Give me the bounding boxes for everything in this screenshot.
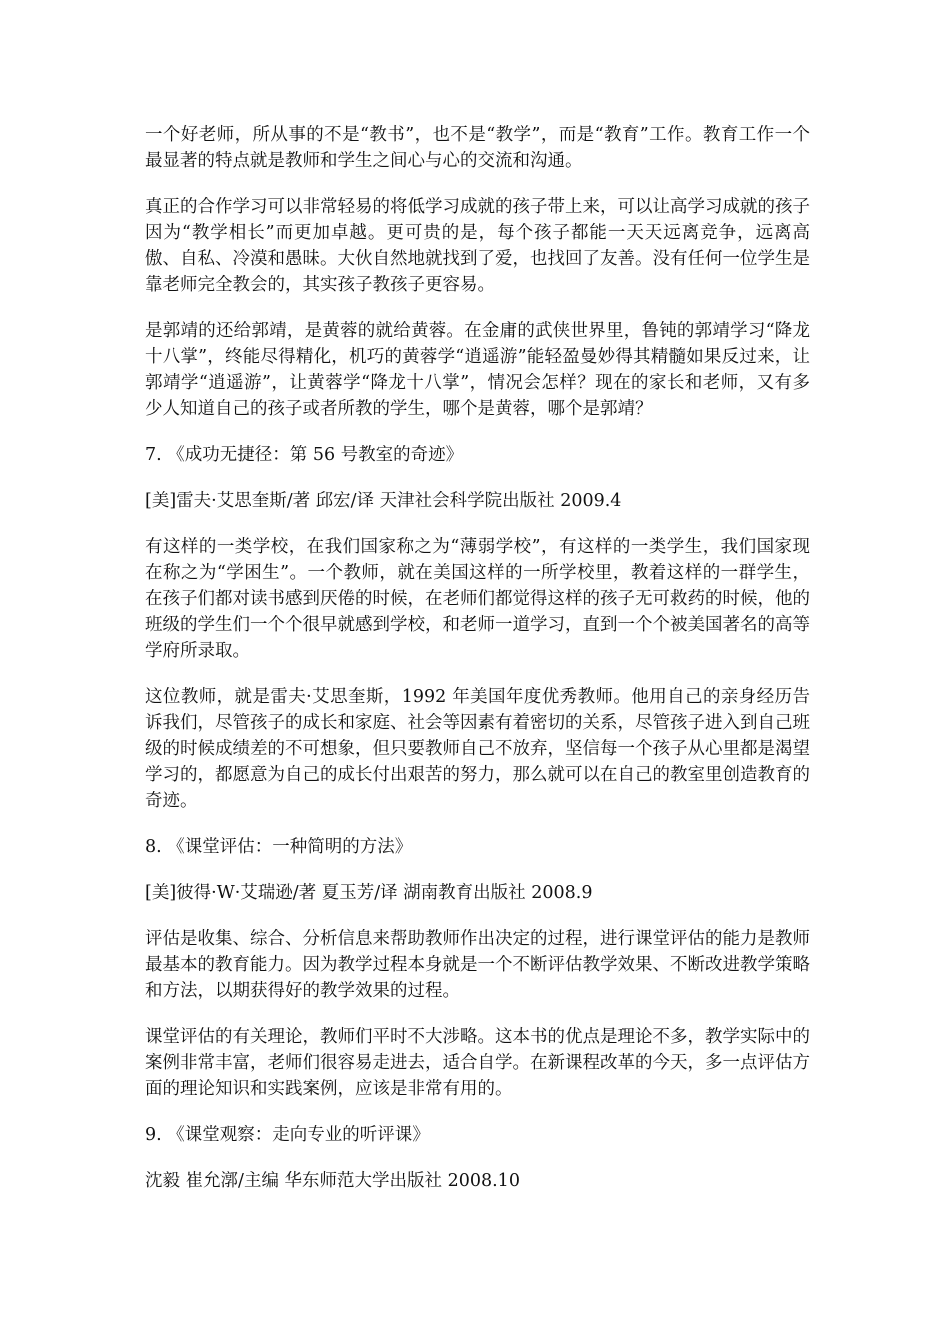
book-meta-9: 沈毅 崔允漷/主编 华东师范大学出版社 2008.10 bbox=[145, 1171, 520, 1191]
paragraph-good-teacher: 一个好老师，所从事的不是“教书”，也不是“教学”，而是“教育”工作。教育工作一个最显著的特点就是教师和学生之间心与心的交流和沟通。 bbox=[145, 125, 810, 171]
paragraph-weak-schools: 有这样的一类学校，在我们国家称之为“薄弱学校”，有这样的一类学生，我们国家现在称之为“学困生”。一个教师，就在美国这样的一所学校里，教着这样的一群学生，在孩子们都对读书感到厌倦的时候，在老师们都觉得这样的孩子无可救药的时候，他的班级的学生们一个个很早就感到学校，和老师一道学习，直到一个个被美国著名的高等学府所录取。 bbox=[145, 537, 810, 661]
paragraph-guojing-huangrong: 是郭靖的还给郭靖，是黄蓉的就给黄蓉。在金庸的武侠世界里，鲁钝的郭靖学习“降龙十八掌”，终能尽得精化，机巧的黄蓉学“逍遥游”能轻盈曼妙得其精髓如果反过来，让郭靖学“逍遥游”，让黄蓉学“降龙十八掌”，情况会怎样？现在的家长和老师，又有多少人知道自己的孩子或者所教的学生，哪个是黄蓉，哪个是郭靖？ bbox=[145, 321, 810, 419]
book-meta-8: [美]彼得·W·艾瑞逊/著 夏玉芳/译 湖南教育出版社 2008.9 bbox=[145, 883, 593, 903]
paragraph-assessment-theory: 课堂评估的有关理论，教师们平时不大涉略。这本书的优点是理论不多，教学实际中的案例非常丰富，老师们很容易走进去，适合自学。在新课程改革的今天，多一点评估方面的理论知识和实践案例，应该是非常有用的。 bbox=[145, 1027, 810, 1099]
paragraph-assessment-definition: 评估是收集、综合、分析信息来帮助教师作出决定的过程，进行课堂评估的能力是教师最基本的教育能力。因为教学过程本身就是一个不断评估教学效果、不断改进教学策略和方法，以期获得好的教学效果的过程。 bbox=[145, 929, 810, 1001]
document-page bbox=[145, 122, 810, 1214]
book-meta-7: [美]雷夫·艾思奎斯/著 邱宏/译 天津社会科学院出版社 2009.4 bbox=[145, 491, 622, 511]
book-title-8: 8. 《课堂评估：一种简明的方法》 bbox=[145, 837, 413, 857]
book-title-9: 9. 《课堂观察：走向专业的听评课》 bbox=[145, 1125, 430, 1145]
paragraph-rafe-esquith: 这位教师，就是雷夫·艾思奎斯，1992 年美国年度优秀教师。他用自己的亲身经历告诉我们，尽管孩子的成长和家庭、社会等因素有着密切的关系，尽管孩子进入到自己班级的时候成绩差的不可想象，但只要教师自己不放弃，坚信每一个孩子从心里都是渴望学习的，都愿意为自己的成长付出艰苦的努力，那么就可以在自己的教室里创造教育的奇迹。 bbox=[145, 687, 810, 811]
paragraph-cooperative-learning: 真正的合作学习可以非常轻易的将低学习成就的孩子带上来，可以让高学习成就的孩子因为“教学相长”而更加卓越。更可贵的是，每个孩子都能一天天远离竞争，远离高傲、自私、冷漠和愚昧。大伙自然地就找到了爱，也找回了友善。没有任何一位学生是靠老师完全教会的，其实孩子教孩子更容易。 bbox=[145, 197, 810, 295]
book-title-7: 7. 《成功无捷径：第 56 号教室的奇迹》 bbox=[145, 445, 464, 465]
